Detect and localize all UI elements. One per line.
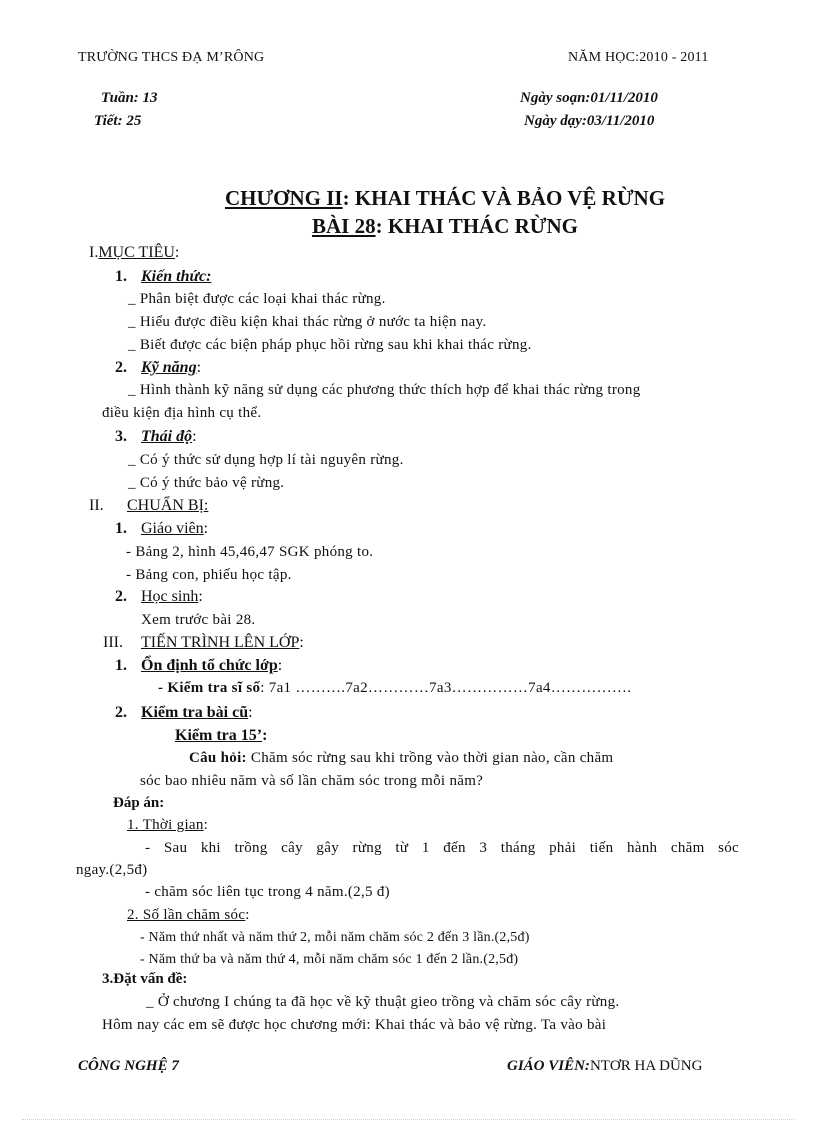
class-stabilization-heading: 1. Ổn định tổ chức lớp: <box>115 657 283 674</box>
answer-heading: Đáp án: <box>113 795 165 811</box>
footer-teacher: GIÁO VIÊN:NTƠR HA DŨNG <box>507 1058 703 1074</box>
period-number: Tiết: 25 <box>94 113 142 129</box>
section-preparation: II. CHUẨN BỊ: <box>89 497 209 514</box>
knowledge-heading: 1. Kiến thức: <box>115 268 212 285</box>
skills-heading: 2. Kỹ năng: <box>115 359 202 376</box>
skills-line-1: _ Hình thành kỹ năng sử dụng các phương thức thích hợp để khai thác rừng trong <box>128 382 641 398</box>
school-year: NĂM HỌC:2010 - 2011 <box>568 50 709 65</box>
school-name: TRƯỜNG THCS ĐẠ M’RÔNG <box>78 50 265 65</box>
test-heading: Kiểm tra 15’: <box>175 727 268 744</box>
section-objectives: I.MỤC TIÊU: <box>89 244 180 261</box>
chapter-name: : KHAI THÁC VÀ BẢO VỆ RỪNG <box>342 186 666 210</box>
lesson-name: : KHAI THÁC RỪNG <box>375 214 579 238</box>
teacher-item-1: - Bảng 2, hình 45,46,47 SGK phóng to. <box>126 544 374 560</box>
old-lesson-check-heading: 2. Kiểm tra bài cũ: <box>115 704 253 721</box>
knowledge-line-3: _ Biết được các biện pháp phục hồi rừng sau khi khai thác rừng. <box>128 337 532 353</box>
question-line-2: sóc bao nhiêu năm và số lần chăm sóc trong mỗi năm? <box>140 773 484 789</box>
lesson-title <box>0 214 816 239</box>
date-prepared: Ngày soạn:01/11/2010 <box>520 90 658 106</box>
student-heading: 2. Học sinh: <box>115 588 203 605</box>
problem-paragraph-line-2: Hôm nay các em sẽ được học chương mới: Khai thác và bảo vệ rừng. Ta vào bài <box>102 1017 607 1033</box>
knowledge-line-1: _ Phân biệt được các loại khai thác rừng. <box>128 291 386 307</box>
teacher-item-2: - Bảng con, phiếu học tập. <box>126 567 292 583</box>
answer-count-heading: 2. Số lần chăm sóc: <box>127 907 250 923</box>
answer-count-line-2: - Năm thứ ba và năm thứ 4, mỗi năm chăm sóc 1 đến 2 lần.(2,5đ) <box>140 952 519 967</box>
answer-time-line-3: - chăm sóc liên tục trong 4 năm.(2,5 đ) <box>145 884 390 900</box>
question-line-1: Câu hỏi: Chăm sóc rừng sau khi trồng vào thời gian nào, cần chăm <box>189 750 614 766</box>
chapter-label: CHƯƠNG II <box>224 186 343 210</box>
page-bottom-border <box>22 1119 794 1120</box>
lesson-label: BÀI 28 <box>311 214 376 238</box>
attitude-line-1: _ Có ý thức sử dụng hợp lí tài nguyên rừng. <box>128 452 404 468</box>
answer-time-heading: 1. Thời gian: <box>127 817 209 833</box>
problem-statement-heading: 3.Đặt vấn đề: <box>102 971 188 987</box>
teacher-heading: 1. Giáo viên: <box>115 520 209 537</box>
skills-line-2: điều kiện địa hình cụ thể. <box>102 405 262 421</box>
date-taught: Ngày dạy:03/11/2010 <box>524 113 655 129</box>
answer-time-line-2: ngay.(2,5đ) <box>76 862 148 878</box>
attitude-heading: 3. Thái độ: <box>115 428 197 445</box>
problem-paragraph-line-1: _ Ở chương I chúng ta đã học về kỹ thuật gieo trồng và chăm sóc cây rừng. <box>146 994 620 1010</box>
answer-time-line-1: - Sau khi trồng cây gây rừng từ 1 đến 3 tháng phải tiến hành chăm sóc <box>145 840 739 856</box>
attendance-check: - Kiểm tra sĩ số: 7a1 ……….7a2…………7a3……………7a4……………. <box>158 680 632 696</box>
section-procedure: III. TIẾN TRÌNH LÊN LỚP: <box>103 634 304 651</box>
knowledge-line-2: _ Hiểu được điều kiện khai thác rừng ở nước ta hiện nay. <box>128 314 487 330</box>
footer-subject: CÔNG NGHỆ 7 <box>78 1058 179 1074</box>
chapter-title <box>0 186 816 211</box>
week-number: Tuần: 13 <box>101 90 158 106</box>
attitude-line-2: _ Có ý thức bảo vệ rừng. <box>128 475 285 491</box>
student-item-1: Xem trước bài 28. <box>141 612 256 628</box>
answer-count-line-1: - Năm thứ nhất và năm thứ 2, mỗi năm chăm sóc 2 đến 3 lần.(2,5đ) <box>140 930 530 945</box>
